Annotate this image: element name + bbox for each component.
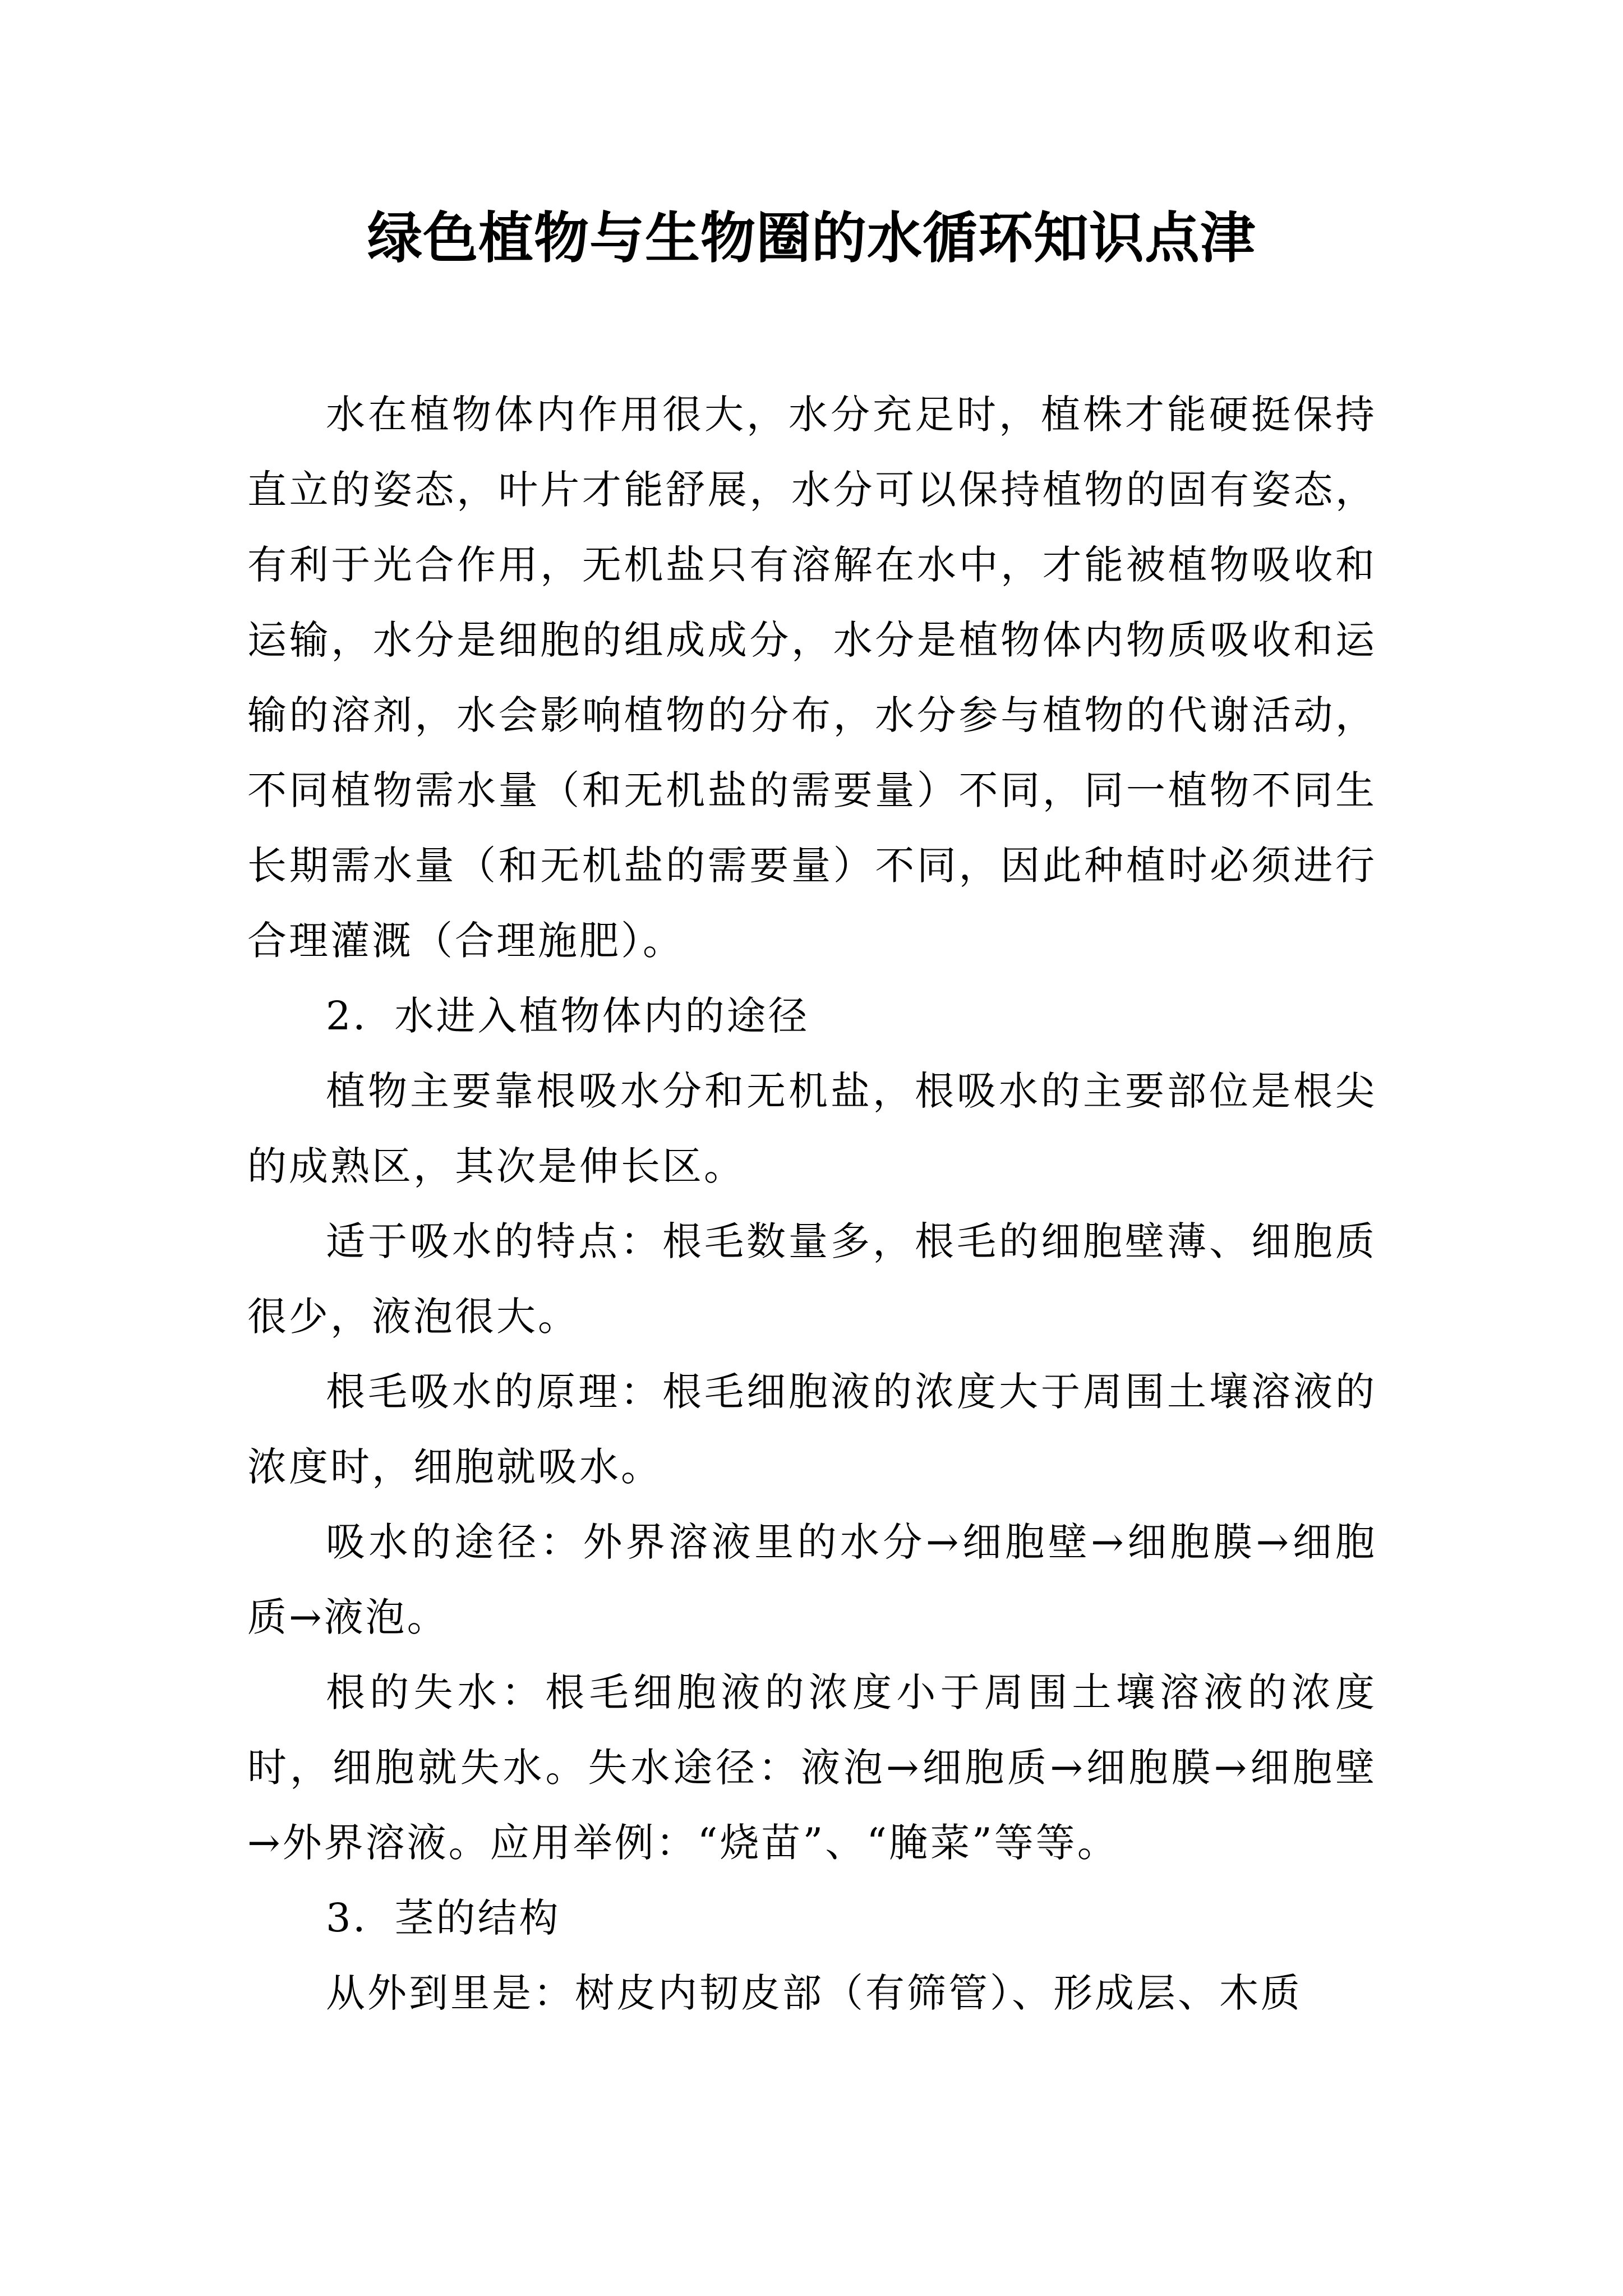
paragraph-absorption-features: 适于吸水的特点：根毛数量多，根毛的细胞壁薄、细胞质很少，液泡很大。 [247,1218,1377,1340]
paragraph-absorption-path: 吸水的途径：外界溶液里的水分→细胞壁→细胞膜→细胞质→液泡。 [247,1519,1377,1640]
section-heading-water-entry: 2．水进入植物体内的途径 [326,993,810,1039]
document-title: 绿色植物与生物圈的水循环知识点津 [367,206,1256,270]
paragraph-absorption-principle: 根毛吸水的原理：根毛细胞液的浓度大于周围土壤溶液的浓度时，细胞就吸水。 [247,1369,1377,1490]
paragraph-water-role: 水在植物体内作用很大，水分充足时，植株才能硬挺保持直立的姿态，叶片才能舒展，水分可以保持植物的固有姿态，有利于光合作用，无机盐只有溶解在水中，才能被植物吸收和运输，水分是细胞的组成成分，水分是植物体内物质吸收和运输的溶剂，水会影响植物的分布，水分参与植物的代谢活动，不同植物需水量（和无机盐的需要量）不同，同一植物不同生长期需水量（和无机盐的需要量）不同，因此种植时必须进行合理灌溉（合理施肥）。 [247,392,1377,964]
paragraph-root-absorption: 植物主要靠根吸水分和无机盐，根吸水的主要部位是根尖的成熟区，其次是伸长区。 [247,1068,1377,1189]
paragraph-water-loss: 根的失水：根毛细胞液的浓度小于周围土壤溶液的浓度时，细胞就失水。失水途径：液泡→细胞质→细胞膜→细胞壁→外界溶液。应用举例：“烧苗”、“腌菜”等等。 [247,1669,1377,1866]
document-body [247,377,1377,2031]
paragraph-stem-layers: 从外到里是：树皮内韧皮部（有筛管）、形成层、木质 [326,1970,1302,2016]
section-heading-stem-structure: 3．茎的结构 [326,1895,561,1941]
